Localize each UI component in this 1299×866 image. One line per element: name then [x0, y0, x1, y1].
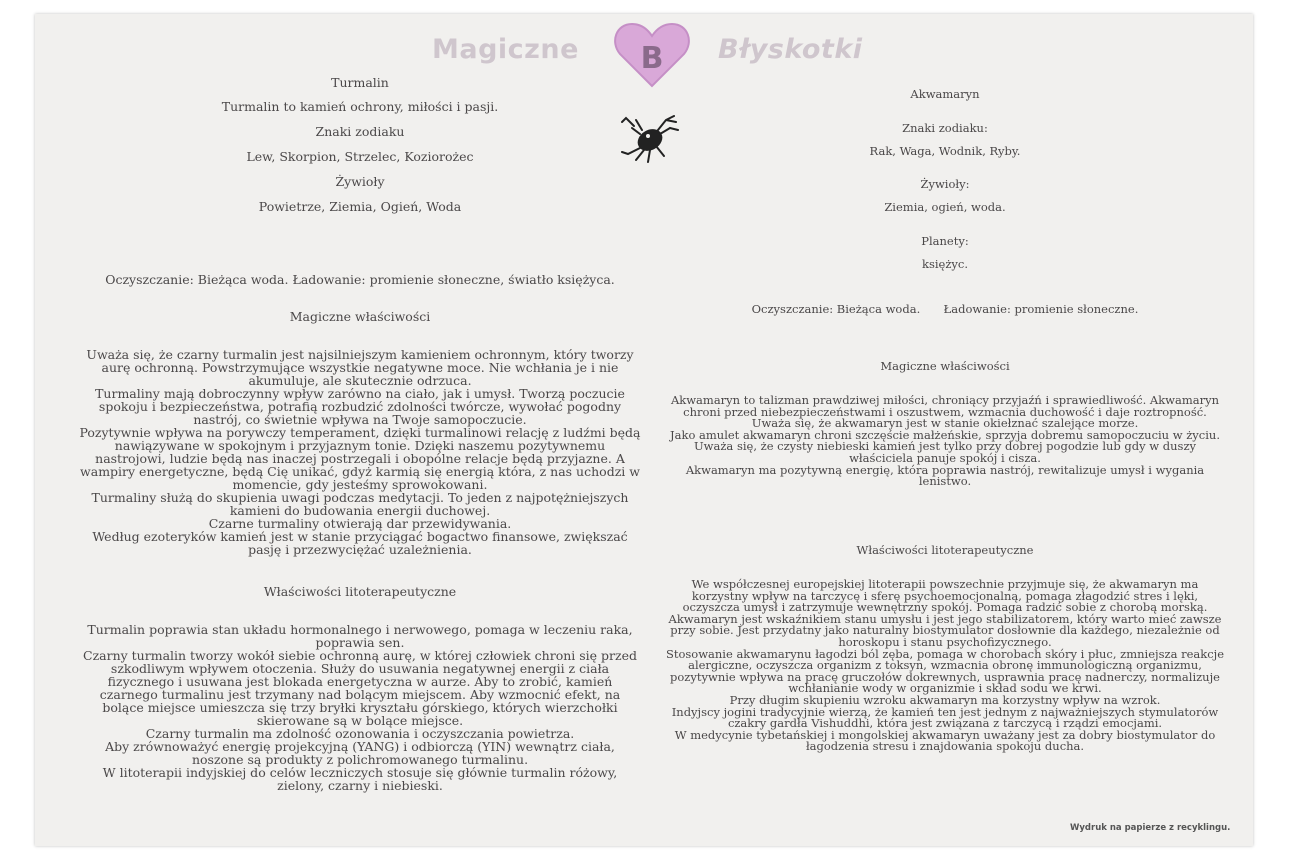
text-line: pozytywnie wpływa na pracę gruczołów dokrewnych, usprawnia pracę nadnerczy, normalizuje — [670, 669, 1220, 684]
recycled-paper-note: Wydruk na papierze z recyklingu. — [1070, 823, 1231, 833]
right-lito-heading: Właściwości litoterapeutyczne — [856, 543, 1034, 557]
left-cleaning: Oczyszczanie: Bieżąca woda. Ładowanie: promienie słoneczne, światło księżyca. — [105, 272, 615, 287]
text-line: skierowane są w bolące miejsce. — [256, 713, 464, 728]
text-line: wampiry energetyczne, będą Cię unikać, gdyż karmią się energią która, z nas uchodzi w — [80, 464, 640, 479]
text-line: W litoterapii indyjskiej do celów leczniczych stosuje się głównie turmalin różowy, — [102, 765, 618, 780]
right-planets: księżyc. — [921, 257, 968, 271]
right-magic-text — [640, 395, 1250, 488]
logo-letter: B — [640, 41, 664, 76]
text-line: nastrojowi, ludzie będą nas inaczej postrzegali i obopólne relacje będą przyjazne. A — [95, 451, 625, 466]
text-line: Czarny turmalin tworzy wokół siebie ochronną aurę, w której człowiek chroni się przed — [83, 648, 637, 663]
right-magic-heading: Magiczne właściwości — [880, 359, 1010, 373]
left-elements-heading: Żywioły — [335, 174, 385, 189]
text-line: pasję i przezwyciężać uzależnienia. — [248, 542, 472, 557]
left-lito-text — [60, 623, 660, 792]
left-title: Turmalin — [331, 75, 389, 90]
right-charging: Ładowanie: promienie słoneczne. — [943, 302, 1139, 316]
text-line: przy sobie. Jest przydatny jako naturalny biostymulator dosłownie dla każdego, niezależnie od — [670, 623, 1220, 638]
text-line: oczyszcza umysł i zatrzymuje wewnętrzny spokój. Pomaga radzić sobie z chorobą morską. — [682, 600, 1208, 615]
text-line: Według ezoteryków kamień jest w stanie przyciągać bogactwo finansowe, zwiększać — [92, 529, 628, 544]
brand-name-right: Błyskotki — [718, 34, 863, 65]
left-magic-text — [60, 348, 660, 556]
text-line: Turmaliny mają dobroczynny wpływ zarówno na ciało, jak i umysł. Tworzą poczucie — [95, 386, 625, 401]
text-line: We współczesnej europejskiej litoterapii powszechnie przyjmuje się, że akwamaryn ma — [691, 577, 1199, 591]
left-zodiac-heading: Znaki zodiaku — [315, 124, 405, 139]
text-line: Akwamaryn to talizman prawdziwej miłości, chroniący przyjaźń i sprawiedliwość. Akwamaryn — [670, 393, 1220, 407]
text-line: nawiązywane w spokojnym i przyjaznym tonie. Dzięki naszemu pozytywnemu — [114, 438, 606, 453]
text-line: W medycynie tybetańskiej i mongolskiej akwamaryn uważany jest za dobry biostymulator do — [674, 727, 1216, 742]
right-lito-text — [640, 579, 1250, 753]
text-line: zielony, czarny i niebieski. — [277, 778, 443, 793]
text-line: chroni przed niebezpieczeństwami i oszustwem, wzmacnia duchowość i daje roztropność. — [683, 404, 1207, 419]
text-line: Indyjscy jogini tradycyjnie wierzą, że kamień ten jest jednym z najważniejszych stymulatorów — [671, 704, 1219, 719]
left-magic-heading: Magiczne właściwości — [289, 309, 431, 324]
text-line: czakry gardła Vishuddhi, która jest związana z tarczycą i rządzi emocjami. — [727, 716, 1163, 731]
text-line: korzystny wpływ na tarczycę i sferę psychoemocjonalną, pomaga złagodzić stres i lęki, — [691, 588, 1199, 603]
text-line: alergiczne, oczyszcza organizm z toksyn, wzmacnia obronę immunologiczną organizmu, — [688, 658, 1202, 673]
text-line: Aby zrównoważyć energię projekcyjną (YANG) i odbiorczą (YIN) wewnątrz ciała, — [105, 739, 615, 754]
text-line: spokoju i bezpieczeństwa, potrafią rozbudzić zdolności twórcze, wywołać pogodny — [98, 399, 622, 414]
text-line: horoskopu i stanu psychofizycznego. — [838, 634, 1052, 649]
right-cleaning-row — [640, 303, 1250, 316]
text-line: Uważa się, że akwamaryn jest w stanie okiełznać szalejące morze. — [751, 416, 1139, 431]
text-line: kamieni do budowania energii duchowej. — [229, 503, 491, 518]
right-title: Akwamaryn — [910, 87, 980, 101]
left-lito-heading: Właściwości litoterapeutyczne — [263, 584, 457, 599]
right-zodiac-heading: Znaki zodiaku: — [902, 121, 988, 135]
text-line: akumuluje, ale skutecznie odrzuca. — [248, 373, 472, 388]
text-line: Akwamaryn jest wskaźnikiem stanu umysłu i jest jego stabilizatorem, który warto mieć zawsze — [668, 611, 1222, 626]
text-line: Uważa się, że czarny turmalin jest najsilniejszym kamieniem ochronnym, który tworzy — [86, 347, 634, 362]
right-zodiac: Rak, Waga, Wodnik, Ryby. — [869, 144, 1021, 158]
text-line: Pozytywnie wpływa na porywczy temperament, dzięki turmalinowi relację z ludźmi będą — [79, 425, 641, 440]
text-line: aurę ochronną. Powstrzymujące wszystkie negatywne moce. Nie wchłania je i nie — [101, 360, 619, 375]
text-line: Czarne turmaliny otwierają dar przewidywania. — [208, 516, 512, 531]
text-line: szkodliwym wpływem otoczenia. Służy do usuwania negatywnej energii z ciała — [110, 661, 610, 676]
left-zodiac: Lew, Skorpion, Strzelec, Koziorożec — [246, 149, 474, 164]
text-line: noszone są produkty z polichromowanego turmalinu. — [191, 752, 529, 767]
text-line: łagodzenia stresu i znajdowania spokoju ducha. — [805, 739, 1085, 754]
text-line: Stosowanie akwamarynu łagodzi ból zęba, pomaga w chorobach skóry i płuc, zmniejsza reakcje — [665, 646, 1225, 661]
text-line: Czarny turmalin ma zdolność ozonowania i oczyszczania powietrza. — [145, 726, 575, 741]
right-elements: Ziemia, ogień, woda. — [884, 200, 1006, 214]
text-line: Uważa się, że czysty niebieski kamień jest tylko przy dobrej pogodzie lub gdy w duszy — [693, 439, 1197, 454]
text-line: fizycznego i usuwana jest blokada energetyczna w aurze. Aby to zrobić, kamień — [107, 674, 613, 689]
text-line: nastrój, co świetnie wpływa na Twoje samopoczucie. — [193, 412, 527, 427]
text-line: Turmalin poprawia stan układu hormonalnego i nerwowego, pomaga w leczeniu raka, — [87, 622, 633, 637]
text-line: lenistwo. — [918, 474, 972, 489]
left-intro: Turmalin to kamień ochrony, miłości i pasji. — [221, 99, 499, 114]
left-elements: Powietrze, Ziemia, Ogień, Woda — [258, 199, 462, 214]
brand-name-left: Magiczne — [432, 34, 579, 65]
text-line: czarnego turmalinu jest trzymany nad bolącym miejscem. Aby wzmocnić efekt, na — [99, 687, 621, 702]
text-line: Turmaliny służą do skupienia uwagi podczas medytacji. To jeden z najpotężniejszych — [91, 490, 629, 505]
text-line: Jako amulet akwamaryn chroni szczęście małżeńskie, sprzyja dobremu samopoczuciu w życiu. — [670, 427, 1220, 442]
text-line: właściciela panuje spokój i cisza. — [849, 450, 1041, 465]
right-cleaning: Oczyszczanie: Bieżąca woda. — [751, 302, 921, 316]
text-line: bolące miejsce umieszcza się trzy bryłki kryształu górskiego, których wierzchołki — [102, 700, 618, 715]
right-planets-heading: Planety: — [921, 234, 969, 248]
text-line: momencie, gdy jesteśmy sprowokowani. — [232, 477, 488, 492]
text-line: poprawia sen. — [315, 635, 405, 650]
right-elements-heading: Żywioły: — [920, 177, 970, 191]
text-line: Akwamaryn ma pozytywną energię, która poprawia nastrój, rewitalizuje umysł i wygania — [685, 462, 1205, 477]
text-line: Przy długim skupieniu wzroku akwamaryn ma korzystny wpływ na wzrok. — [729, 692, 1161, 707]
text-line: wchłanianie wody w organizmie i skład sodu we krwi. — [788, 681, 1102, 696]
